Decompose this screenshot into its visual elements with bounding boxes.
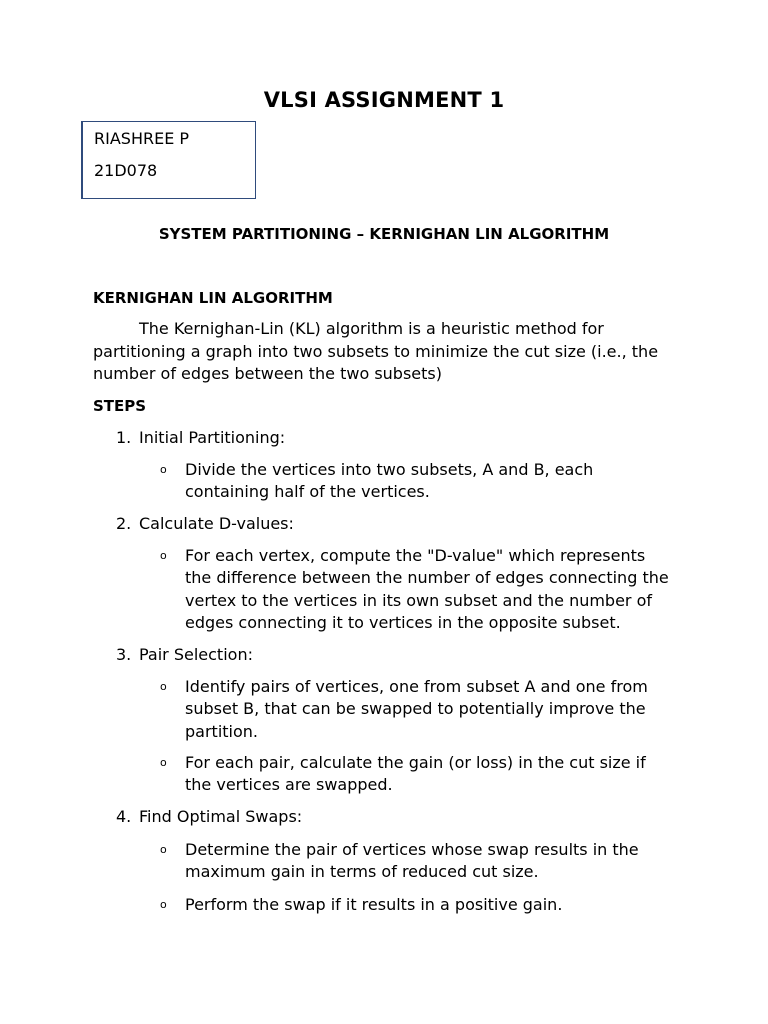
bullet-circle-icon: o [160,680,167,693]
bullet-circle-icon: o [160,898,167,911]
bullet-circle-icon: o [160,843,167,856]
bullet-text: Determine the pair of vertices whose swap results in the maximum gain in terms of reduced cut size. [185,840,639,882]
bullet-circle-icon: o [160,549,167,562]
document-subtitle: SYSTEM PARTITIONING – KERNIGHAN LIN ALGORITHM [158,225,610,243]
bullet-item [160,459,670,504]
bullet-text: For each pair, calculate the gain (or loss) in the cut size if the vertices are swapped. [185,753,646,795]
step-label: Pair Selection: [139,645,253,664]
intro-paragraph [93,318,683,386]
step-label: Find Optimal Swaps: [139,807,303,826]
author-roll-number: 21D078 [94,161,158,180]
step-number: 4. [116,807,132,826]
bullet-item [160,894,670,916]
step-1 [116,428,285,447]
bullet-item [160,839,670,884]
bullet-circle-icon: o [160,756,167,769]
steps-heading: STEPS [93,397,147,415]
author-name: RIASHREE P [94,129,190,148]
bullet-text: Divide the vertices into two subsets, A and B, each containing half of the vertices. [185,460,594,502]
step-label: Calculate D-values: [139,514,294,533]
bullet-text: Perform the swap if it results in a positive gain. [185,895,563,914]
step-label: Initial Partitioning: [139,428,286,447]
step-number: 2. [116,514,132,533]
bullet-item [160,752,670,797]
step-3 [116,645,253,664]
bullet-text: Identify pairs of vertices, one from subset A and one from subset B, that can be swapped to potentially improve the partition. [185,677,648,741]
step-number: 3. [116,645,132,664]
author-box [81,121,256,199]
step-2 [116,514,294,533]
intro-text: The Kernighan-Lin (KL) algorithm is a heuristic method for partitioning a graph into two subsets to minimize the cut size (i.e., the number of edges between the two subsets) [93,319,659,383]
bullet-item [160,676,670,743]
document-title: VLSI ASSIGNMENT 1 [263,88,505,112]
step-number: 1. [116,428,132,447]
step-4 [116,807,302,826]
bullet-circle-icon: o [160,463,167,476]
section-heading: KERNIGHAN LIN ALGORITHM [93,289,333,307]
bullet-text: For each vertex, compute the "D-value" which represents the difference between the number of edges connecting the vertex to the vertices in its own subset and the number of edges connecting it to vertices in the opposite subset. [185,546,669,632]
bullet-item [160,545,670,634]
